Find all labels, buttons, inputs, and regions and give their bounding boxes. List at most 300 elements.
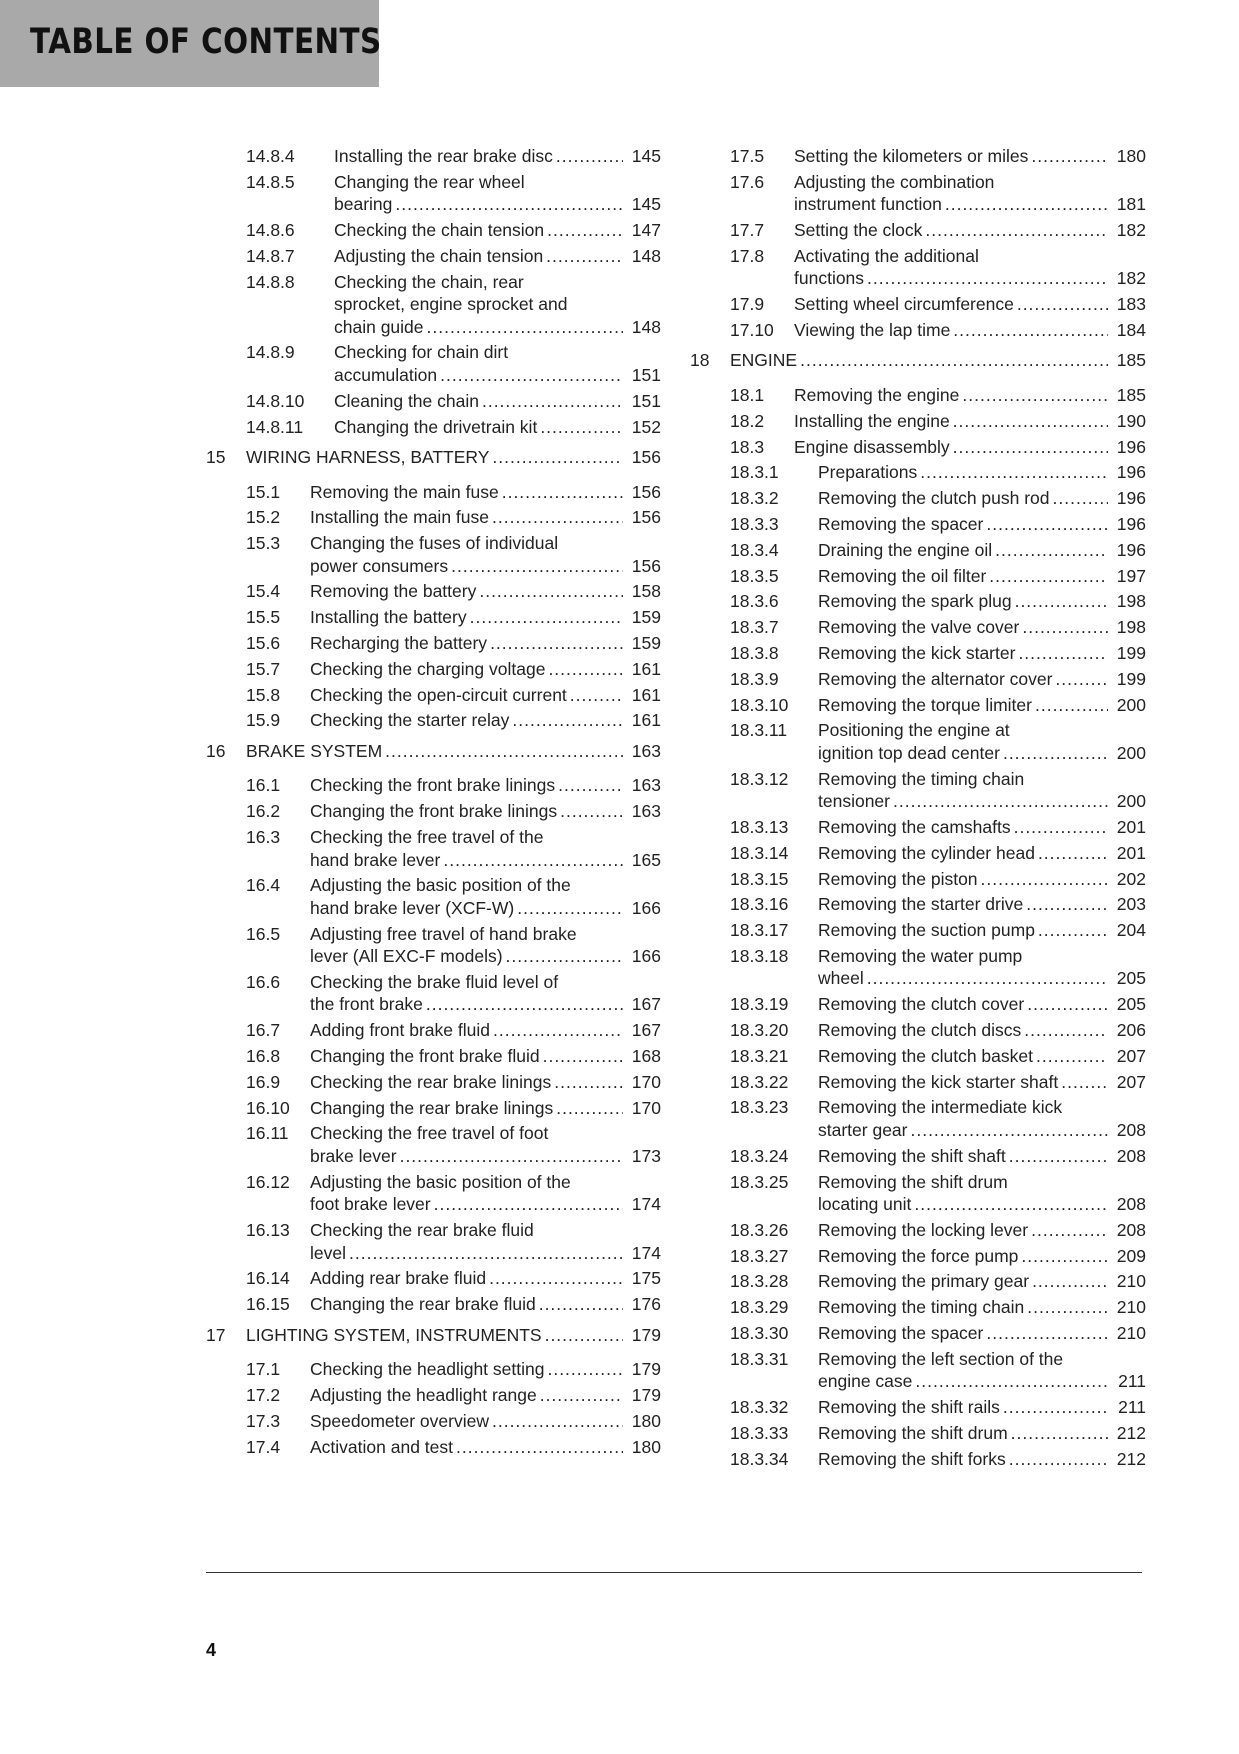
- toc-entry-number: 16.8: [246, 1046, 281, 1067]
- toc-entry-number: 18.3.3: [730, 513, 779, 534]
- toc-page-number: 161: [631, 710, 661, 731]
- toc-entry-number: 14.8.4: [246, 146, 295, 166]
- toc-leader-dots: [554, 1071, 623, 1094]
- toc-entry[interactable]: [206, 971, 661, 1016]
- toc-entry-title: Checking the brake fluid level of: [310, 971, 559, 992]
- toc-entry-title: Changing the rear brake fluid: [310, 1294, 536, 1315]
- toc-entry-title: Installing the main fuse: [310, 507, 489, 528]
- toc-leader-dots: [1015, 590, 1108, 613]
- header-banner: [0, 0, 382, 87]
- toc-page-number: 197: [1116, 565, 1146, 586]
- toc-entry[interactable]: [206, 1071, 661, 1094]
- toc-leader-dots: [556, 1097, 623, 1120]
- toc-page-number: 200: [1116, 694, 1146, 715]
- toc-entry[interactable]: [690, 1171, 1146, 1216]
- toc-entry-title: ENGINE: [730, 350, 798, 371]
- toc-leader-dots: [1031, 145, 1108, 168]
- toc-leader-dots: [440, 364, 623, 387]
- toc-entry[interactable]: [206, 1293, 661, 1316]
- toc-entry[interactable]: [690, 1348, 1146, 1393]
- toc-entry-title: bearing: [334, 194, 393, 215]
- toc-page-number: 176: [631, 1294, 661, 1315]
- toc-leader-dots: [547, 219, 623, 242]
- toc-leader-dots: [1021, 1245, 1108, 1268]
- toc-entry-title: Adjusting free travel of hand brake: [310, 923, 577, 944]
- page-title: TABLE OF CONTENTS: [30, 22, 382, 62]
- toc-leader-dots: [517, 897, 623, 920]
- toc-entry[interactable]: [206, 580, 661, 603]
- toc-entry-title: starter gear: [818, 1119, 908, 1140]
- toc-leader-dots: [1011, 1422, 1108, 1445]
- toc-entry-number: 16.13: [246, 1220, 290, 1241]
- toc-entry-title: Adjusting the basic position of the: [310, 1171, 571, 1192]
- toc-leader-dots: [395, 193, 623, 216]
- toc-entry-number: 14.8.8: [246, 271, 295, 292]
- toc-entry[interactable]: [206, 709, 661, 732]
- toc-entry-title: Removing the shift drum: [818, 1422, 1008, 1443]
- toc-leader-dots: [492, 1410, 623, 1433]
- toc-leader-dots: [540, 1384, 623, 1407]
- toc-entry[interactable]: [206, 532, 661, 577]
- toc-entry-title: the front brake: [310, 994, 423, 1015]
- toc-entry-title: Removing the clutch discs: [818, 1020, 1022, 1041]
- toc-page-number: 156: [631, 507, 661, 528]
- toc-entry-title: engine case: [818, 1371, 913, 1392]
- toc-page-number: 196: [1116, 488, 1146, 509]
- toc-entry-title: Checking the headlight setting: [310, 1359, 545, 1380]
- toc-entry-number: 18.3.15: [730, 868, 789, 889]
- toc-entry-number: 16.12: [246, 1171, 290, 1192]
- toc-entry[interactable]: [690, 1019, 1146, 1042]
- toc-entry-number: 14.8.9: [246, 342, 295, 363]
- toc-entry-title: Removing the cylinder head: [818, 842, 1035, 863]
- toc-entry[interactable]: [206, 800, 661, 823]
- toc-page-number: 207: [1116, 1071, 1146, 1092]
- toc-entry[interactable]: [690, 384, 1146, 407]
- toc-entry[interactable]: [690, 842, 1146, 865]
- toc-entry-title: Removing the spark plug: [818, 591, 1012, 612]
- toc-page-number: 185: [1116, 350, 1146, 371]
- toc-page-number: 174: [631, 1242, 661, 1263]
- toc-page-number: 170: [631, 1071, 661, 1092]
- toc-page-number: 180: [631, 1436, 661, 1457]
- toc-entry-title: Removing the shift forks: [818, 1448, 1006, 1469]
- toc-entry-number: 18.2: [730, 410, 765, 431]
- toc-entry[interactable]: [206, 481, 661, 504]
- toc-leader-dots: [443, 849, 623, 872]
- toc-entry-number: 14.8.6: [246, 220, 295, 241]
- toc-entry-number: 15.1: [246, 481, 281, 502]
- toc-entry-number: 18.3.16: [730, 894, 789, 915]
- toc-entry[interactable]: [690, 1096, 1146, 1141]
- toc-entry-title: Setting the kilometers or miles: [794, 146, 1029, 166]
- toc-leader-dots: [400, 1145, 623, 1168]
- toc-entry-title: Adjusting the basic position of the: [310, 875, 571, 896]
- toc-entry[interactable]: [206, 1219, 661, 1264]
- toc-page-number: 175: [631, 1268, 661, 1289]
- toc-page-number: 203: [1116, 894, 1146, 915]
- toc-page-number: 161: [631, 684, 661, 705]
- toc-leader-dots: [1035, 694, 1108, 717]
- toc-entry[interactable]: [206, 171, 661, 216]
- toc-page-number: 170: [631, 1097, 661, 1118]
- toc-entry[interactable]: [690, 816, 1146, 839]
- toc-entry[interactable]: [690, 171, 1146, 216]
- toc-page-number: 181: [1116, 194, 1146, 215]
- toc-entry-title: Removing the oil filter: [818, 565, 987, 586]
- toc-page-number: 209: [1116, 1245, 1146, 1266]
- toc-entry-number: 17.4: [246, 1436, 281, 1457]
- toc-page-number: 168: [631, 1046, 661, 1067]
- toc-entry-title: Adjusting the chain tension: [334, 245, 544, 266]
- toc-entry-title: Changing the fuses of individual: [310, 533, 559, 554]
- toc-leader-dots: [543, 1045, 623, 1068]
- toc-entry-title: Activation and test: [310, 1436, 453, 1457]
- footer-divider: [206, 1572, 1142, 1573]
- toc-entry[interactable]: [690, 694, 1146, 717]
- toc-leader-dots: [558, 774, 623, 797]
- toc-entry[interactable]: [690, 145, 1146, 168]
- toc-entry-title: Removing the main fuse: [310, 481, 499, 502]
- toc-entry-title: Removing the clutch push rod: [818, 488, 1050, 509]
- toc-entry-number: 16.5: [246, 923, 281, 944]
- toc-entry[interactable]: [690, 616, 1146, 639]
- toc-entry[interactable]: [206, 1097, 661, 1120]
- toc-entry-title: accumulation: [334, 364, 438, 385]
- toc-leader-dots: [512, 709, 623, 732]
- toc-entry-number: 18.3.4: [730, 539, 779, 560]
- toc-entry-number: 16.1: [246, 775, 281, 796]
- toc-page-number: 183: [1116, 294, 1146, 315]
- toc-entry[interactable]: [690, 1245, 1146, 1268]
- toc-entry-title: Recharging the battery: [310, 633, 488, 654]
- toc-entry[interactable]: [690, 410, 1146, 433]
- toc-leader-dots: [910, 1119, 1108, 1142]
- toc-entry-title: Removing the engine: [794, 384, 960, 405]
- toc-entry[interactable]: [206, 826, 661, 871]
- toc-entry[interactable]: [690, 1145, 1146, 1168]
- toc-entry-number: 14.8.11: [246, 416, 304, 437]
- toc-leader-dots: [560, 800, 623, 823]
- toc-entry-number: 16.11: [246, 1123, 289, 1144]
- toc-entry-title: brake lever: [310, 1145, 397, 1166]
- toc-entry[interactable]: [206, 774, 661, 797]
- toc-entry[interactable]: [206, 1436, 661, 1459]
- toc-page-number: 156: [631, 481, 661, 502]
- toc-page-number: 145: [631, 146, 661, 166]
- toc-entry[interactable]: [690, 436, 1146, 459]
- toc-page-number: 156: [631, 447, 661, 468]
- toc-page-number: 199: [1116, 642, 1146, 663]
- toc-page-number: 156: [631, 555, 661, 576]
- toc-entry-number: 16.4: [246, 875, 281, 896]
- toc-entry-title: Positioning the engine at: [818, 720, 1010, 741]
- toc-page-number: 182: [1116, 220, 1146, 241]
- toc-page-number: 212: [1116, 1422, 1146, 1443]
- toc-entry-number: 18.3.24: [730, 1145, 789, 1166]
- toc-entry-title: wheel: [818, 968, 864, 989]
- toc-entry-title: Removing the kick starter shaft: [818, 1071, 1059, 1092]
- toc-entry[interactable]: [690, 768, 1146, 813]
- toc-entry-title: Draining the engine oil: [818, 539, 993, 560]
- toc-entry[interactable]: [690, 487, 1146, 510]
- toc-page-number: 201: [1116, 816, 1146, 837]
- toc-entry-number: 17.1: [246, 1359, 281, 1380]
- toc-entry-title: Checking the free travel of the: [310, 827, 544, 848]
- toc-entry[interactable]: [206, 506, 661, 529]
- toc-entry-number: 18.3.7: [730, 617, 779, 638]
- toc-page-number: 208: [1116, 1145, 1146, 1166]
- toc-entry-number: 17.5: [730, 146, 765, 166]
- toc-entry-title: power consumers: [310, 555, 449, 576]
- toc-entry[interactable]: [206, 658, 661, 681]
- toc-page-number: 147: [631, 220, 661, 241]
- toc-entry-number: 18.3.2: [730, 488, 779, 509]
- toc-entry-number: 18.3.9: [730, 668, 779, 689]
- toc-entry-number: 16.14: [246, 1268, 290, 1289]
- toc-entry-number: 15.6: [246, 633, 281, 654]
- toc-entry[interactable]: [690, 1045, 1146, 1068]
- toc-entry[interactable]: [690, 668, 1146, 691]
- toc-leader-dots: [540, 416, 623, 439]
- toc-entry-number: 18.3.28: [730, 1271, 789, 1292]
- toc-entry[interactable]: [690, 919, 1146, 942]
- toc-entry-title: Installing the battery: [310, 607, 467, 628]
- toc-entry[interactable]: [690, 1270, 1146, 1293]
- toc-leader-dots: [925, 219, 1108, 242]
- toc-entry-title: Removing the spacer: [818, 513, 984, 534]
- toc-entry[interactable]: [206, 1267, 661, 1290]
- toc-entry-title: Checking the starter relay: [310, 710, 510, 731]
- toc-entry-number: 17.2: [246, 1384, 281, 1405]
- toc-entry[interactable]: [690, 1322, 1146, 1345]
- toc-entry[interactable]: [206, 632, 661, 655]
- toc-entry[interactable]: [690, 539, 1146, 562]
- toc-entry[interactable]: [690, 1396, 1146, 1419]
- toc-page-number: 205: [1116, 968, 1146, 989]
- toc-entry[interactable]: [690, 945, 1146, 990]
- toc-entry-title: Removing the clutch cover: [818, 994, 1025, 1015]
- toc-entry-title: Removing the battery: [310, 581, 477, 602]
- toc-entry-title: Removing the left section of the: [818, 1348, 1064, 1369]
- toc-entry-title: Cleaning the chain: [334, 390, 479, 411]
- toc-page-number: 173: [631, 1145, 661, 1166]
- toc-leader-dots: [451, 555, 623, 578]
- toc-page-number: 152: [631, 416, 661, 437]
- toc-entry-number: 16.6: [246, 971, 281, 992]
- toc-entry-title: Removing the piston: [818, 868, 978, 889]
- toc-entry[interactable]: [690, 245, 1146, 290]
- toc-leader-dots: [1036, 1045, 1108, 1068]
- toc-entry[interactable]: [690, 219, 1146, 242]
- toc-entry[interactable]: [206, 1358, 661, 1381]
- toc-entry[interactable]: [690, 513, 1146, 536]
- toc-entry-number: 14.8.5: [246, 171, 295, 192]
- toc-entry-title: locating unit: [818, 1194, 912, 1214]
- toc-page-number: 163: [631, 740, 661, 761]
- toc-leader-dots: [493, 1019, 623, 1042]
- toc-leader-dots: [490, 632, 623, 655]
- toc-entry-number: 15.3: [246, 533, 281, 554]
- toc-entry-number: 15.8: [246, 684, 281, 705]
- toc-entry-number: 18.3.13: [730, 816, 789, 837]
- toc-entry-number: 17: [206, 1324, 226, 1345]
- toc-entry[interactable]: [206, 1410, 661, 1433]
- toc-leader-dots: [539, 1293, 623, 1316]
- toc-entry-title: Viewing the lap time: [794, 319, 951, 340]
- toc-page-number: 198: [1116, 617, 1146, 638]
- toc-entry[interactable]: [206, 1384, 661, 1407]
- toc-entry[interactable]: [206, 245, 661, 268]
- toc-entry-title: Removing the shift drum: [818, 1171, 1008, 1192]
- toc-entry[interactable]: [690, 1071, 1146, 1094]
- toc-entry-number: 17.3: [246, 1410, 281, 1431]
- toc-entry[interactable]: [206, 1045, 661, 1068]
- toc-entry-title: LIGHTING SYSTEM, INSTRUMENTS: [246, 1324, 542, 1345]
- toc-leader-dots: [492, 446, 623, 469]
- toc-leader-dots: [1038, 919, 1108, 942]
- toc-entry-number: 18.3.14: [730, 842, 789, 863]
- toc-entry[interactable]: [206, 219, 661, 242]
- toc-entry-number: 18.3.34: [730, 1448, 789, 1469]
- toc-entry-title: Checking the chain tension: [334, 220, 545, 241]
- toc-entry-title: Checking the free travel of foot: [310, 1123, 549, 1144]
- toc-page-number: 145: [631, 194, 661, 215]
- toc-entry-title: BRAKE SYSTEM: [246, 740, 383, 761]
- toc-entry[interactable]: [206, 1171, 661, 1216]
- toc-page-number: 174: [631, 1194, 661, 1215]
- toc-chapter-entry[interactable]: [690, 349, 1146, 372]
- toc-entry-title: Removing the torque limiter: [818, 694, 1032, 715]
- toc-entry-title: Removing the water pump: [818, 945, 1023, 966]
- toc-entry[interactable]: [206, 684, 661, 707]
- toc-chapter-entry[interactable]: [206, 1324, 661, 1347]
- toc-page-number: 180: [631, 1410, 661, 1431]
- toc-entry-number: 16.15: [246, 1294, 290, 1315]
- toc-page-number: 148: [631, 245, 661, 266]
- toc-leader-dots: [385, 740, 623, 763]
- toc-entry-title: Adding front brake fluid: [310, 1020, 490, 1041]
- toc-entry[interactable]: [206, 874, 661, 919]
- toc-leader-dots: [1003, 1396, 1108, 1419]
- toc-entry-number: 18.3.10: [730, 694, 789, 715]
- toc-entry-number: 17.7: [730, 220, 765, 241]
- toc-leader-dots: [1053, 487, 1108, 510]
- toc-entry[interactable]: [206, 145, 661, 168]
- toc-chapter-entry[interactable]: [206, 740, 661, 763]
- toc-entry[interactable]: [206, 341, 661, 386]
- toc-entry-number: 18.3.25: [730, 1171, 789, 1192]
- toc-entry-title: Removing the timing chain: [818, 1297, 1025, 1318]
- toc-page-number: 211: [1118, 1371, 1146, 1392]
- toc-entry[interactable]: [206, 1019, 661, 1042]
- toc-page-number: 159: [631, 607, 661, 628]
- toc-entry-number: 14.8.10: [246, 390, 305, 411]
- toc-chapter-entry[interactable]: [206, 446, 661, 469]
- toc-leader-dots: [989, 565, 1108, 588]
- toc-leader-dots: [1014, 816, 1108, 839]
- toc-entry[interactable]: [206, 606, 661, 629]
- toc-page-number: 202: [1116, 868, 1146, 889]
- toc-page-number: 196: [1116, 513, 1146, 534]
- toc-entry[interactable]: [690, 1422, 1146, 1445]
- toc-entry-number: 18.3.11: [730, 720, 788, 741]
- toc-entry-title: Checking the charging voltage: [310, 658, 546, 679]
- toc-entry-title: Removing the timing chain: [818, 768, 1025, 789]
- toc-entry-title: Changing the front brake fluid: [310, 1046, 540, 1067]
- toc-leader-dots: [1031, 1219, 1108, 1242]
- toc-entry[interactable]: [690, 993, 1146, 1016]
- toc-leader-dots: [1055, 668, 1108, 691]
- toc-entry-title: Checking the rear brake fluid: [310, 1220, 534, 1241]
- toc-entry-title: Removing the intermediate kick: [818, 1097, 1063, 1118]
- toc-entry[interactable]: [690, 868, 1146, 891]
- toc-entry[interactable]: [690, 1219, 1146, 1242]
- toc-entry[interactable]: [690, 1448, 1146, 1471]
- toc-entry[interactable]: [690, 1296, 1146, 1319]
- toc-entry[interactable]: [206, 416, 661, 439]
- toc-page-number: 185: [1116, 384, 1146, 405]
- toc-entry-title: Checking for chain dirt: [334, 342, 509, 363]
- toc-entry-title: Adjusting the headlight range: [310, 1384, 537, 1405]
- toc-leader-dots: [962, 384, 1108, 407]
- toc-leader-dots: [548, 658, 623, 681]
- toc-entry[interactable]: [206, 1122, 661, 1167]
- toc-page-number: 163: [631, 801, 661, 822]
- toc-entry[interactable]: [690, 293, 1146, 316]
- toc-entry-title: Checking the rear brake linings: [310, 1071, 552, 1092]
- toc-page-number: 151: [631, 390, 661, 411]
- toc-entry[interactable]: [206, 923, 661, 968]
- toc-entry-number: 17.8: [730, 245, 765, 266]
- toc-page-number: 198: [1116, 591, 1146, 612]
- toc-entry-title: Removing the starter drive: [818, 894, 1024, 915]
- toc-entry-title: Removing the force pump: [818, 1245, 1019, 1266]
- toc-page-number: 161: [631, 658, 661, 679]
- toc-page-number: 165: [631, 849, 661, 870]
- toc-leader-dots: [1009, 1145, 1108, 1168]
- toc-entry[interactable]: [690, 461, 1146, 484]
- toc-leader-dots: [492, 506, 623, 529]
- toc-entry[interactable]: [690, 319, 1146, 342]
- toc-page-number: 208: [1116, 1194, 1146, 1214]
- toc-page-number: 196: [1116, 539, 1146, 560]
- toc-entry[interactable]: [206, 390, 661, 413]
- toc-leader-dots: [953, 436, 1108, 459]
- toc-entry[interactable]: [690, 893, 1146, 916]
- toc-entry[interactable]: [206, 271, 661, 339]
- toc-entry-title: Installing the rear brake disc: [334, 146, 553, 166]
- toc-entry-number: 15.5: [246, 607, 281, 628]
- toc-leader-dots: [1032, 1270, 1108, 1293]
- toc-entry-number: 18.3.21: [730, 1045, 789, 1066]
- toc-entry-title: Removing the suction pump: [818, 920, 1035, 941]
- toc-entry-number: 18.3.27: [730, 1245, 789, 1266]
- toc-leader-dots: [1038, 842, 1108, 865]
- toc-leader-dots: [1009, 1448, 1108, 1471]
- toc-entry[interactable]: [690, 565, 1146, 588]
- toc-entry-title: Removing the primary gear: [818, 1271, 1030, 1292]
- toc-entry[interactable]: [690, 642, 1146, 665]
- toc-entry[interactable]: [690, 719, 1146, 764]
- toc-entry-number: 18.3.19: [730, 994, 789, 1015]
- toc-page-number: 190: [1116, 410, 1146, 431]
- toc-entry-number: 18.3.20: [730, 1020, 789, 1041]
- toc-leader-dots: [546, 245, 623, 268]
- toc-leader-dots: [545, 1324, 623, 1347]
- toc-entry-title: hand brake lever: [310, 849, 441, 870]
- toc-entry[interactable]: [690, 590, 1146, 613]
